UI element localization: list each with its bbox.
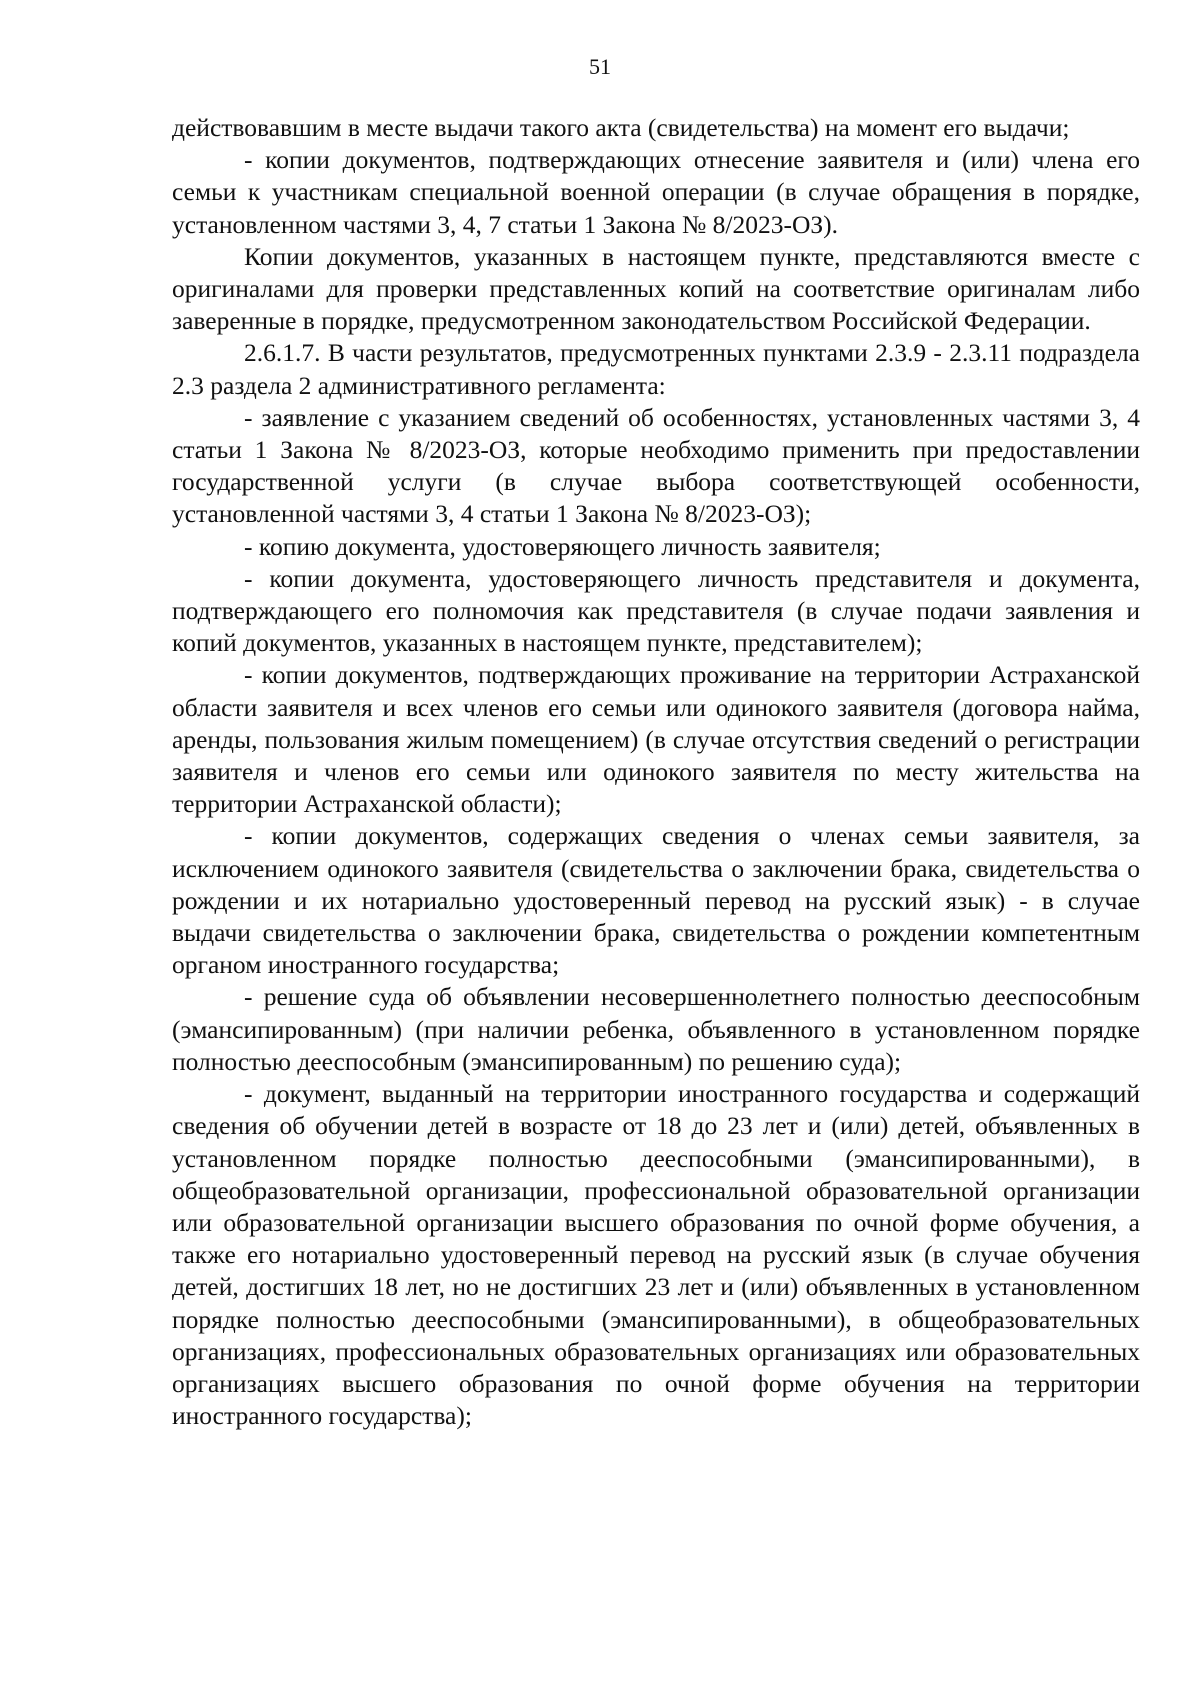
list-item-applicant-id: - копию документа, удостоверяющего личность заявителя; — [244, 531, 881, 561]
list-item-representative-id: - копии документа, удостоверяющего личность представителя и документа, подтверждающего его полномочия как представителя (в случае подачи заявления и копий документов, указанных в настоящем пункте, представителем); — [172, 563, 1140, 658]
paragraph-svo-documents: - копии документов, подтверждающих отнесение заявителя и (или) члена его семьи к участникам специальной военной операции (в случае обращения в порядке, установленном частями 3, 4, 7 статьи 1 Закона № 8/2023-ОЗ). — [172, 145, 1140, 239]
paragraph-copies-with-originals: Копии документов, указанных в настоящем пункте, представляются вместе с оригиналами для проверки представленных копий на соответствие оригиналам либо заверенные в порядке, предусмотренном законодательством Российской Федерации. — [172, 241, 1140, 336]
paragraph-continuation: действовавшим в месте выдачи такого акта (свидетельства) на момент его выдачи; — [172, 113, 1070, 142]
list-item-foreign-education-document: - документ, выданный на территории иностранного государства и содержащий сведения об обучении детей в возрасте от 18 до 23 лет и (или) детей, объявленных в установленном порядке полностью дееспособными (эмансипированными), в общеобразовательной организации, профессиональной образовательной организации или образовательной организации высшего образования по очной форме обучения, а также его нотариально удостоверенный перевод на русский язык (в случае обучения детей, достигших 18 лет, но не достигших 23 лет и (или) объявленных в установленном порядке полностью дееспособными (эмансипированными), в общеобразовательных организациях, профессиональных образовательных организациях или образовательных организациях высшего образования по очной форме обучения на территории иностранного государства); — [172, 1079, 1140, 1431]
paragraph-section-2-6-1-7: 2.6.1.7. В части результатов, предусмотренных пунктами 2.3.9 - 2.3.11 подраздела 2.3 раздела 2 административного регламента: — [172, 338, 1140, 400]
list-item-application: - заявление с указанием сведений об особенностях, установленных частями 3, 4 статьи 1 Закона № 8/2023-ОЗ, которые необходимо применить при предоставлении государственной услуги (в случае выбора соответствующей особенности, установленной частями 3, 4 статьи 1 Закона № 8/2023-ОЗ); — [172, 402, 1140, 529]
list-item-court-decision: - решение суда об объявлении несовершеннолетнего полностью дееспособным (эмансипированным) (при наличии ребенка, объявленного в установленном порядке полностью дееспособным (эмансипированным) по решению суда); — [172, 982, 1140, 1076]
page-number: 51 — [589, 54, 611, 79]
list-item-residence-proof: - копии документов, подтверждающих проживание на территории Астраханской области заявителя и всех членов его семьи или одинокого заявителя (договора найма, аренды, пользования жилым помещением) (в случае отсутствия сведений о регистрации заявителя и членов его семьи или одинокого заявителя по месту жительства на территории Астраханской области); — [172, 660, 1140, 819]
list-item-family-documents: - копии документов, содержащих сведения о членах семьи заявителя, за исключением одинокого заявителя (свидетельства о заключении брака, свидетельства о рождении и их нотариально удостоверенный перевод на русский язык) - в случае выдачи свидетельства о заключении брака, свидетельства о рождении компетентным органом иностранного государства; — [172, 821, 1140, 980]
document-body — [172, 112, 1140, 1432]
